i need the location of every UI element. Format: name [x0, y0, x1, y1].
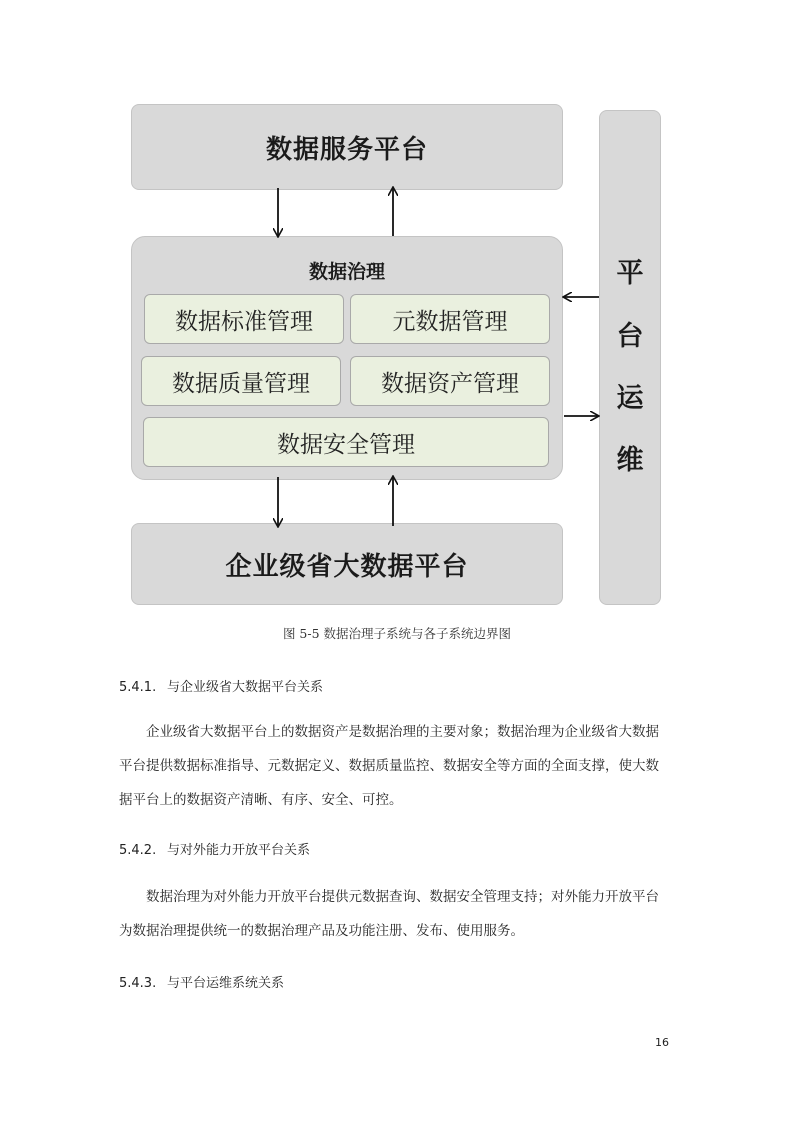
- page-number: 16: [655, 1036, 669, 1049]
- section-title: 与对外能力开放平台关系: [167, 843, 311, 858]
- platform-ops-char-2: 台: [616, 321, 644, 352]
- paragraph-line: 为数据治理提供统一的数据治理产品及功能注册、发布、使用服务。: [119, 923, 524, 939]
- section-number: 5.4.2.: [119, 843, 157, 858]
- figure-caption: 图 5-5 数据治理子系统与各子系统边界图: [282, 626, 512, 641]
- section-heading-5-4-1: [119, 676, 323, 695]
- section-heading-5-4-3: [119, 972, 284, 991]
- section-heading-5-4-2: [119, 839, 310, 858]
- section-paragraph-5-4-1: [119, 715, 679, 817]
- paragraph-line: 据平台上的数据资产清晰、有序、安全、可控。: [119, 792, 403, 808]
- platform-ops-char-4: 维: [616, 445, 644, 476]
- section-title: 与平台运维系统关系: [167, 976, 285, 991]
- paragraph-line: 平台提供数据标准指导、元数据定义、数据质量监控、数据安全等方面的全面支撑，使大数: [119, 758, 659, 774]
- module-data-quality-label: 数据质量管理: [172, 370, 310, 397]
- section-title: 与企业级省大数据平台关系: [167, 680, 324, 695]
- module-metadata-label: 元数据管理: [392, 308, 508, 335]
- module-data-asset-label: 数据资产管理: [381, 370, 519, 397]
- module-data-standard-label: 数据标准管理: [175, 308, 313, 335]
- paragraph-line: 数据治理为对外能力开放平台提供元数据查询、数据安全管理支持；对外能力开放平台: [146, 889, 659, 905]
- section-paragraph-5-4-2: [119, 880, 679, 948]
- paragraph-line: 企业级省大数据平台上的数据资产是数据治理的主要对象；数据治理为企业级省大数据: [146, 724, 659, 740]
- data-governance-title: 数据治理: [308, 261, 385, 283]
- module-data-security-label: 数据安全管理: [277, 431, 415, 458]
- enterprise-big-data-platform-label: 企业级省大数据平台: [225, 551, 469, 582]
- data-service-platform-label: 数据服务平台: [265, 134, 428, 165]
- platform-ops-char-1: 平: [616, 258, 644, 289]
- platform-ops-char-3: 运: [616, 383, 644, 414]
- section-number: 5.4.3.: [119, 976, 157, 991]
- section-number: 5.4.1.: [119, 680, 157, 695]
